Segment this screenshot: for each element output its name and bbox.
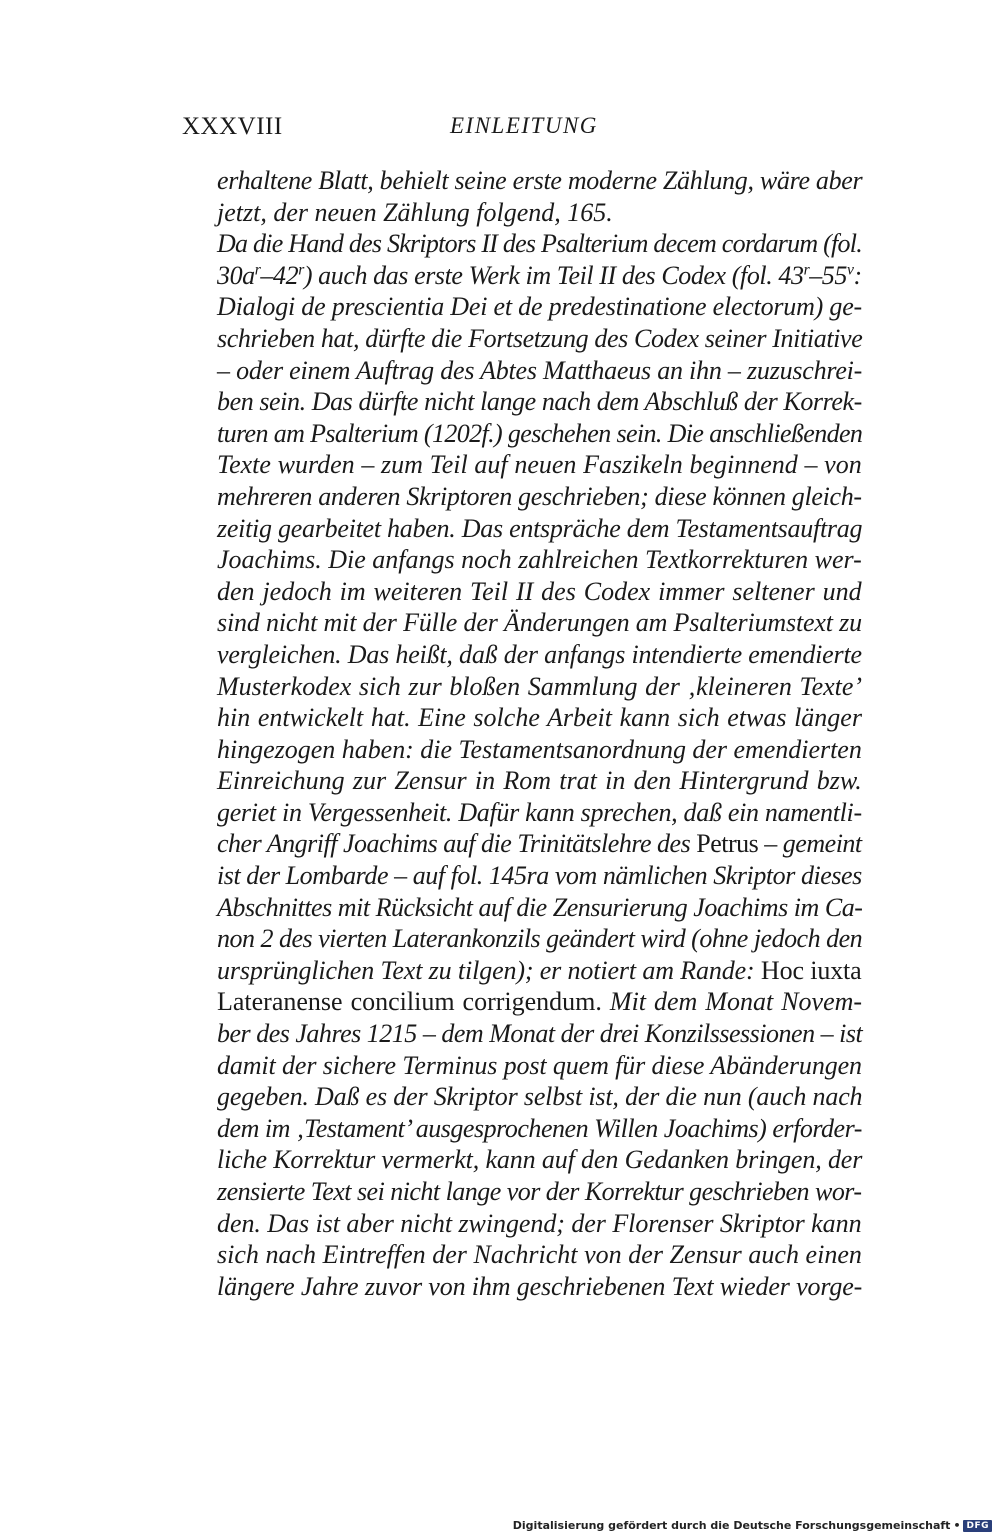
text-line: damit der sichere Terminus post quem für diese Abänderungen [217, 1050, 862, 1080]
footer-credit: Digitalisierung gefördert durch die Deutsche Forschungsgemeinschaft [512, 1519, 951, 1532]
text-line: ist der Lombarde – auf fol. 145ra vom nämlichen Skriptor dieses [217, 861, 862, 891]
latin-quotation: Lateranense concilium corrigendum. [217, 987, 602, 1017]
text-line: Texte wurden – zum Teil auf neuen Faszikeln beginnend – von [217, 450, 862, 480]
latin-quotation: Hoc iuxta [760, 955, 862, 985]
text-line: cher Angriff Joachims auf die Trinitätslehre des Petrus – gemeint [217, 829, 862, 859]
digitization-footer [513, 1519, 992, 1532]
text-line: ber des Jahres 1215 – dem Monat der drei Konzilssessionen – ist [217, 1019, 863, 1049]
text-line: den. Das ist aber nicht zwingend; der Florenser Skriptor kann [217, 1208, 862, 1238]
text-line: sich nach Eintreffen der Nachricht von der Zensur auch einen [217, 1240, 862, 1270]
text-line: längere Jahre zuvor von ihm geschriebenen Text wieder vorge- [217, 1271, 863, 1301]
superscript-recto: r [803, 261, 810, 279]
text-line: turen am Psalterium (1202f.) geschehen sein. Die anschließenden [217, 418, 863, 448]
text-line: Lateranense concilium corrigendum. Mit dem Monat Novem- [217, 987, 863, 1017]
body-text [217, 165, 862, 1302]
text-line: vergleichen. Das heißt, daß der anfangs intendierte emendierte [217, 639, 862, 669]
text-line: Dialogi de prescientia Dei et de predestinatione electorum) ge- [217, 292, 862, 322]
footer-separator: • [953, 1519, 961, 1532]
text-line: den jedoch im weiteren Teil II des Codex immer seltener und [217, 576, 862, 606]
text-line: erhaltene Blatt, behielt seine erste moderne Zählung, wäre aber [217, 166, 863, 195]
text-line: Musterkodex sich zur bloßen Sammlung der ‚kleineren Texte’ [217, 671, 863, 701]
text-line: mehreren anderen Skriptoren geschrieben; diese können gleich- [217, 481, 862, 511]
superscript-verso: v [846, 261, 854, 279]
text-line: Einreichung zur Zensur in Rom trat in den Hintergrund bzw. [217, 766, 862, 796]
text-line: dem im ‚Testament’ ausgesprochenen Willen Joachims) erforder- [217, 1113, 862, 1143]
text-line: jetzt, der neuen Zählung folgend, 165. [217, 197, 613, 227]
text-line: – oder einem Auftrag des Abtes Matthaeus an ihn – zuzuschrei- [217, 355, 863, 385]
text-line: zeitig gearbeitet haben. Das entspräche dem Testamentsauftrag [217, 513, 863, 543]
superscript-recto: r [298, 261, 304, 279]
text-line: sind nicht mit der Fülle der Änderungen am Psalteriumstext zu [217, 608, 862, 638]
text-line: $30a^r-42^r$) auch das erste Werk im Teil II des Codex (fol. 43$^r$–55$^v$: [217, 260, 862, 290]
text-line: Abschnittes mit Rücksicht auf die Zensurierung Joachims im Ca- [217, 892, 863, 922]
text-line: geriet in Vergessenheit. Dafür kann sprechen, daß ein namentli- [217, 797, 862, 827]
text-line: schrieben hat, dürfte die Fortsetzung des Codex seiner Initiative [217, 323, 863, 353]
text-line: zensierte Text sei nicht lange vor der Korrektur geschrieben wor- [217, 1177, 862, 1206]
page-number: XXXVIII [182, 113, 283, 140]
superscript-recto: r [254, 261, 261, 279]
text-line: hingezogen haben: die Testamentsanordnung der emendierten [217, 734, 862, 764]
text-line: gegeben. Daß es der Skriptor selbst ist, der die nun (auch nach [217, 1082, 863, 1112]
text-line: non 2 des vierten Laterankonzils geändert wird (ohne jedoch den [217, 924, 863, 954]
text-line: Da die Hand des Skriptors II des Psalterium decem cordarum (fol. [217, 229, 862, 259]
text-line: ursprünglichen Text zu tilgen); er notiert am Rande: Hoc iuxta [217, 955, 862, 985]
text-line: ben sein. Das dürfte nicht lange nach dem Abschluß der Korrek- [217, 387, 862, 417]
text-line: Joachims. Die anfangs noch zahlreichen Textkorrekturen wer- [217, 545, 862, 575]
upright-name: Petrus [696, 829, 759, 859]
running-title: EINLEITUNG [450, 113, 598, 138]
text-line: liche Korrektur vermerkt, kann auf den Gedanken bringen, der [217, 1145, 863, 1175]
text-line: hin entwickelt hat. Eine solche Arbeit kann sich etwas länger [217, 703, 862, 733]
dfg-logo-icon: DFG [963, 1520, 992, 1532]
